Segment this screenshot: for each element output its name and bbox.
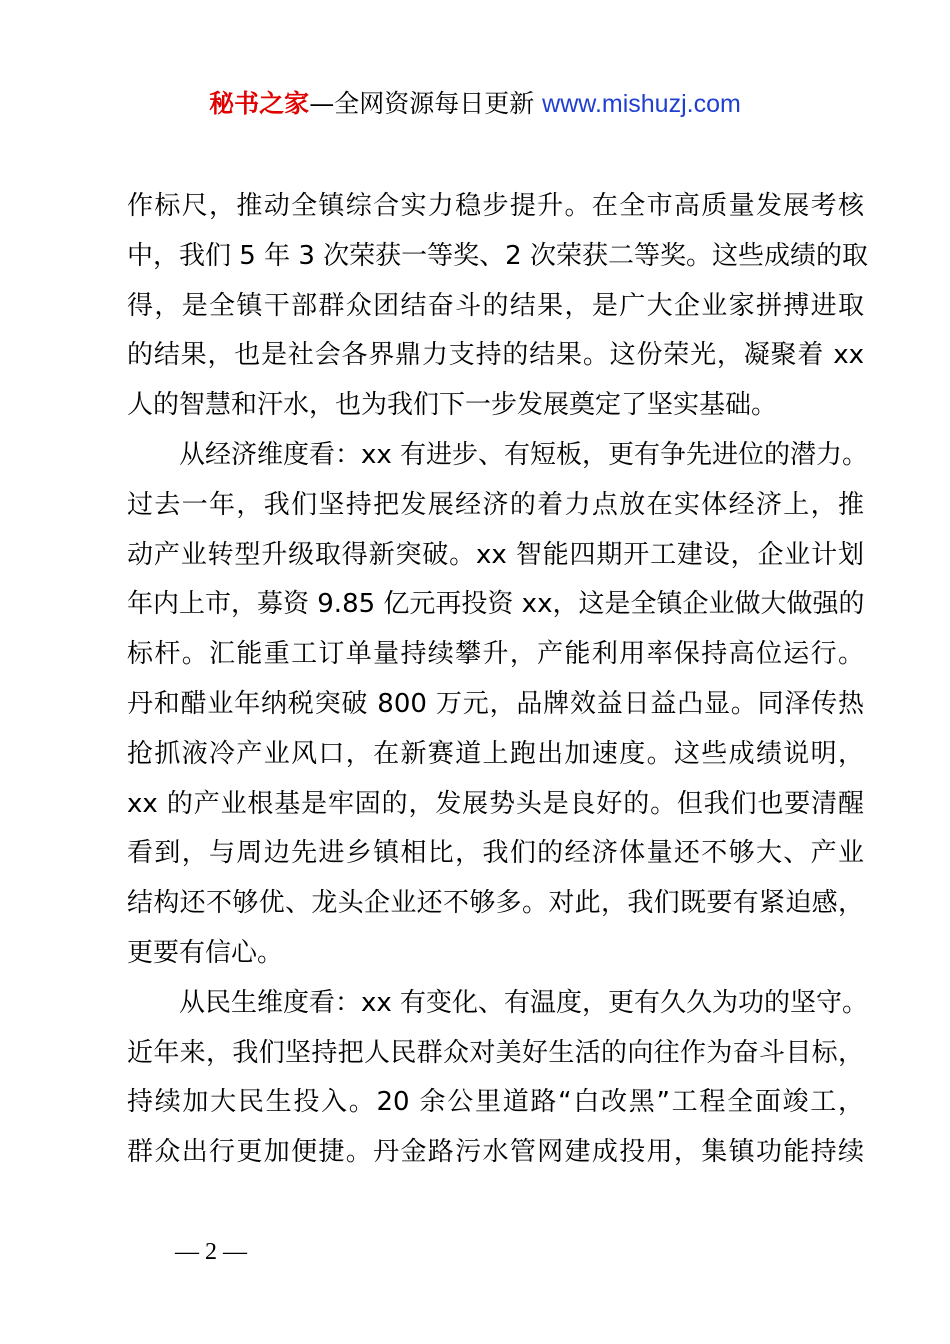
paragraph [127, 979, 869, 1178]
text-line: 持续加大民生投入。20 余公里道路“白改黑”工程全面竣工， [127, 1087, 864, 1118]
page-number: — 2 — [175, 1239, 247, 1265]
text-line: 的结果，也是社会各界鼎力支持的结果。这份荣光，凝聚着 xx [127, 340, 864, 371]
text-line: 标杆。汇能重工订单量持续攀升，产能利用率保持高位运行。 [127, 639, 864, 670]
text-line: 得，是全镇干部群众团结奋斗的结果，是广大企业家拼搏进取 [127, 290, 864, 321]
text-line: 作标尺，推动全镇综合实力稳步提升。在全市高质量发展考核 [127, 191, 864, 221]
text-line: 丹和醋业年纳税突破 800 万元，品牌效益日益凸显。同泽传热 [127, 688, 864, 719]
text-line: 从民生维度看：xx 有变化、有温度，更有久久为功的坚守。 [179, 987, 869, 1018]
text-line: 看到，与周边先进乡镇相比，我们的经济体量还不够大、产业 [127, 838, 864, 869]
document-body [127, 182, 869, 1178]
paragraph [127, 182, 868, 431]
text-line: xx 的产业根基是牢固的，发展势头是良好的。但我们也要清醒 [127, 788, 864, 819]
site-slogan: —全网资源每日更新 [309, 89, 535, 118]
site-brand: 秘书之家 [209, 89, 310, 118]
text-line: 年内上市，募资 9.85 亿元再投资 xx，这是全镇企业做大做强的 [127, 589, 865, 620]
text-line: 结构还不够优、龙头企业还不够多。对此，我们既要有紧迫感， [127, 888, 864, 919]
text-line: 过去一年，我们坚持把发展经济的着力点放在实体经济上，推 [127, 489, 864, 520]
text-line: 近年来，我们坚持把人民群众对美好生活的向往作为奋斗目标， [127, 1037, 864, 1068]
text-line: 更要有信心。 [127, 937, 284, 968]
text-line: 人的智慧和汗水，也为我们下一步发展奠定了坚实基础。 [127, 390, 778, 421]
text-line: 从经济维度看：xx 有进步、有短板，更有争先进位的潜力。 [179, 439, 869, 470]
text-line: 抢抓液冷产业风口，在新赛道上跑出加速度。这些成绩说明， [127, 738, 864, 769]
text-line: 动产业转型升级取得新突破。xx 智能四期开工建设，企业计划 [127, 539, 864, 570]
site-header [0, 86, 950, 122]
site-url[interactable]: www.mishuzj.com [542, 90, 741, 118]
paragraph [127, 431, 869, 979]
text-line: 群众出行更加便捷。丹金路污水管网建成投用，集镇功能持续 [127, 1137, 864, 1168]
text-line: 中，我们 5 年 3 次荣获一等奖、2 次荣获二等奖。这些成绩的取 [127, 240, 868, 271]
